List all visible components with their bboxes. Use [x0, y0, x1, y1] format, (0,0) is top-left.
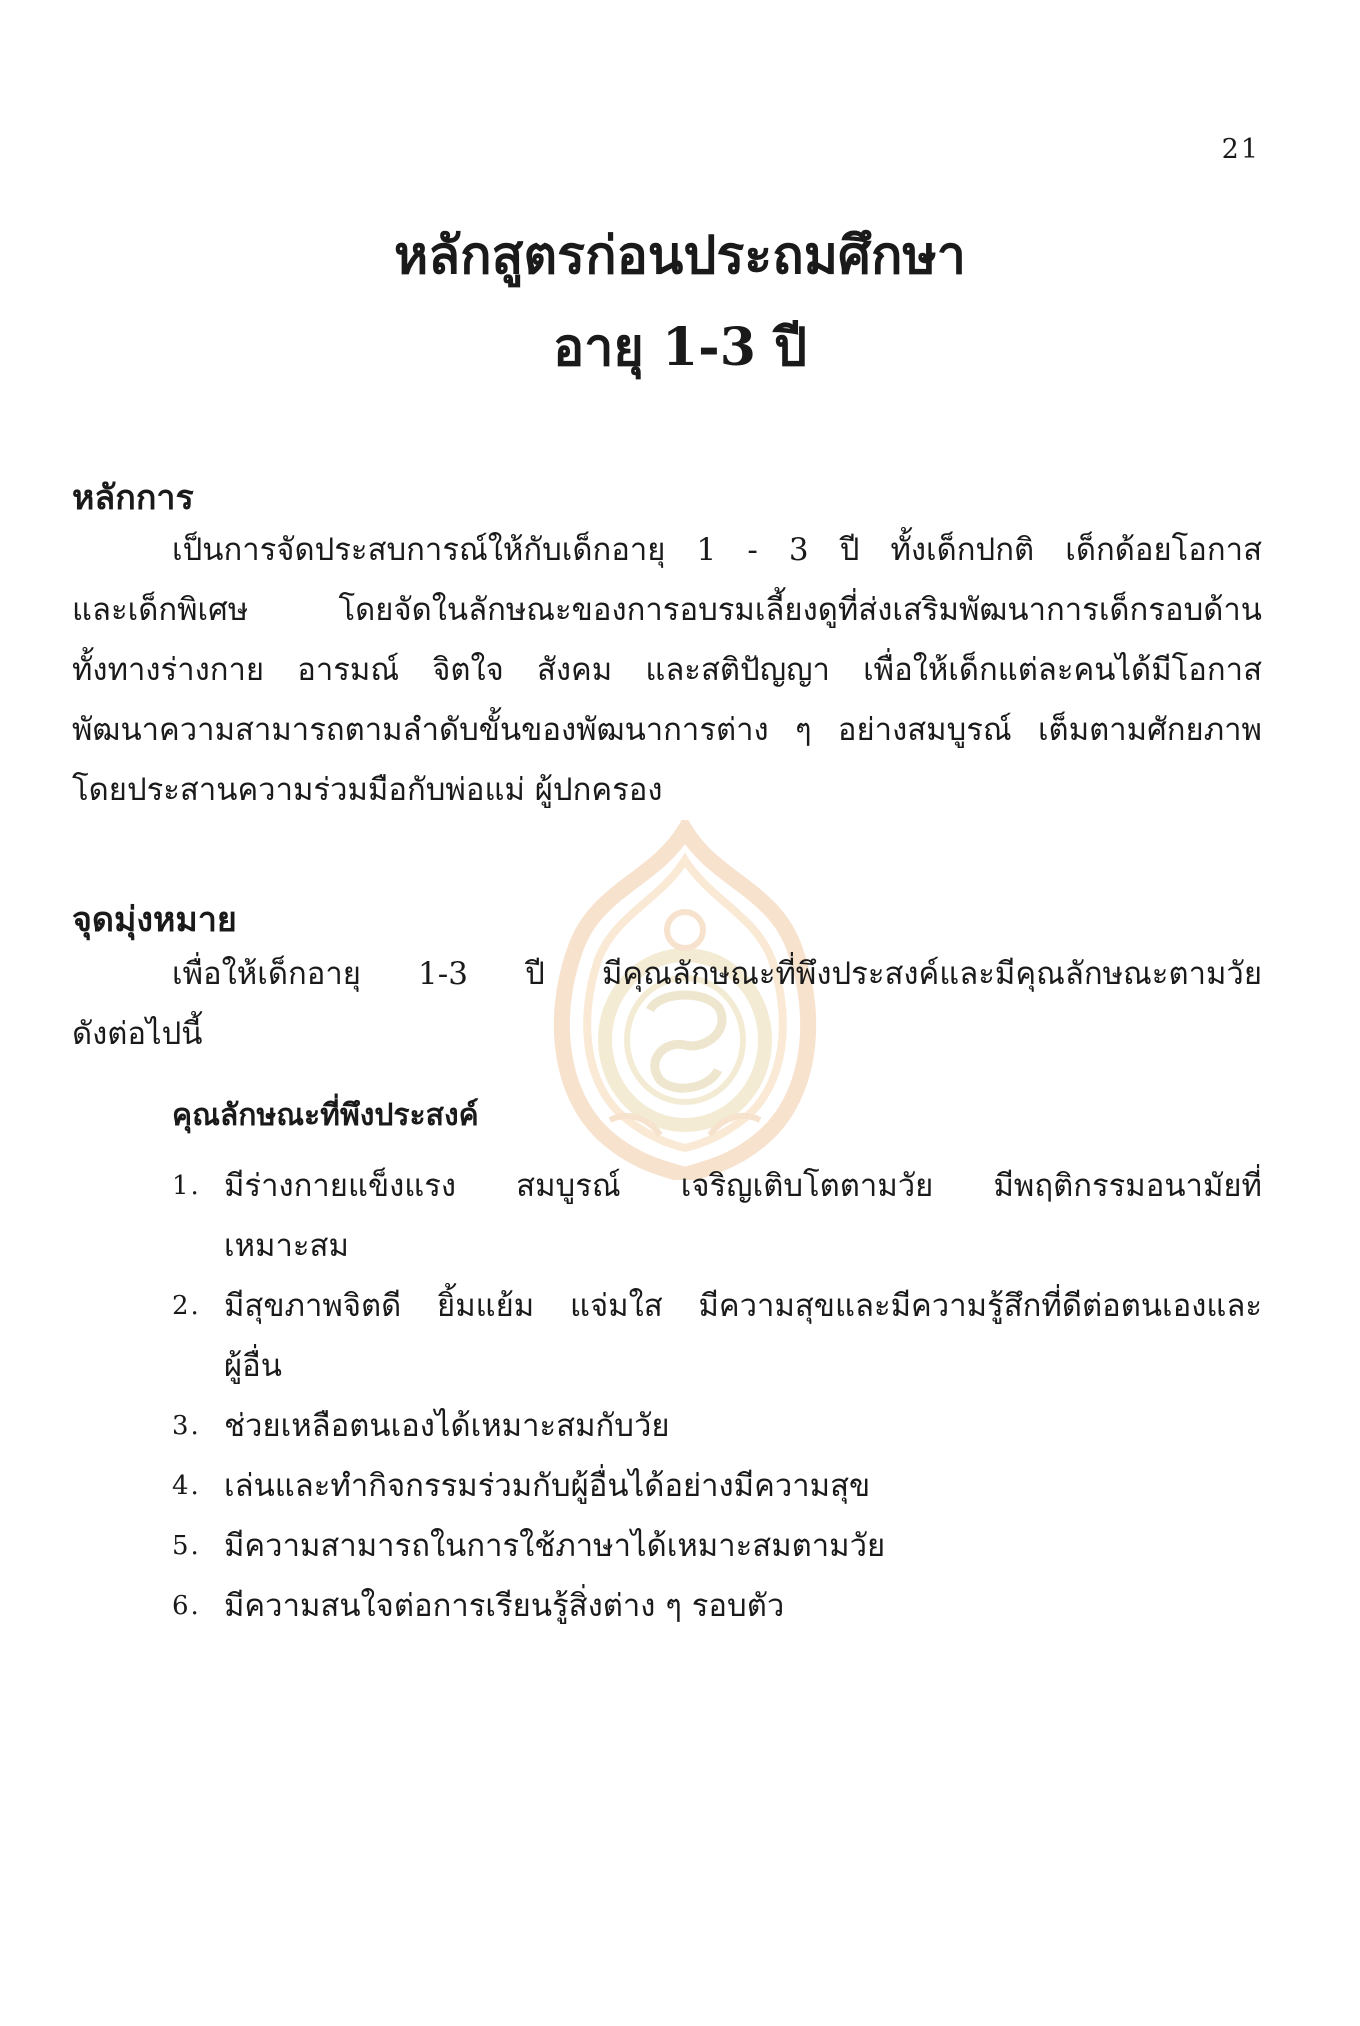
list-item [172, 1276, 1262, 1396]
aims-line: เพื่อให้เด็กอายุ 1-3 ปี มีคุณลักษณะที่พึงประสงค์และมีคุณลักษณะตามวัย [172, 956, 1262, 992]
principles-line: และเด็กพิเศษ โดยจัดในลักษณะของการอบรมเลี้ยงดูที่ส่งเสริมพัฒนาการเด็กรอบด้าน [72, 592, 1262, 628]
principles-heading: หลักการ [72, 478, 194, 518]
list-item [172, 1156, 1262, 1276]
principles-line: ทั้งทางร่างกาย อารมณ์ จิตใจ สังคม และสติปัญญา เพื่อให้เด็กแต่ละคนได้มีโอกาส [72, 652, 1262, 688]
list-item-text: มีสุขภาพจิตดี ยิ้มแย้ม แจ่มใส มีความสุขและมีความรู้สึกที่ดีต่อตนเองและ [224, 1288, 1262, 1324]
list-item-number: 2. [172, 1291, 201, 1321]
list-item-number: 1. [172, 1171, 201, 1201]
list-item-number: 5. [172, 1531, 201, 1561]
list-item-text: มีความสนใจต่อการเรียนรู้สิ่งต่าง ๆ รอบตัว [224, 1588, 785, 1624]
characteristics-list [172, 1156, 1262, 1636]
aims-heading: จุดมุ่งหมาย [72, 900, 237, 940]
list-item-text: มีความสามารถในการใช้ภาษาได้เหมาะสมตามวัย [224, 1528, 886, 1564]
list-item-number: 3. [172, 1411, 201, 1441]
list-item [172, 1576, 1262, 1636]
list-item-text: มีร่างกายแข็งแรง สมบูรณ์ เจริญเติบโตตามวัย มีพฤติกรรมอนามัยที่ [224, 1168, 1262, 1204]
list-item-text: ช่วยเหลือตนเองได้เหมาะสมกับวัย [224, 1408, 670, 1444]
principles-paragraph [72, 520, 1262, 820]
characteristics-heading: คุณลักษณะที่พึงประสงค์ [172, 1098, 479, 1133]
list-item-text: เล่นและทำกิจกรรมร่วมกับผู้อื่นได้อย่างมีความสุข [224, 1468, 871, 1504]
list-item-text: เหมาะสม [224, 1228, 349, 1264]
page-title [0, 210, 1360, 394]
list-item [172, 1396, 1262, 1456]
list-item-number: 4. [172, 1471, 201, 1501]
list-item [172, 1456, 1262, 1516]
list-item-number: 6. [172, 1591, 201, 1621]
list-item [172, 1516, 1262, 1576]
page-title-line-1: หลักสูตรก่อนประถมศึกษา [394, 225, 966, 286]
page-number: 21 [1221, 134, 1260, 165]
principles-line: พัฒนาความสามารถตามลำดับขั้นของพัฒนาการต่าง ๆ อย่างสมบูรณ์ เต็มตามศักยภาพ [72, 712, 1262, 748]
principles-line: โดยประสานความร่วมมือกับพ่อแม่ ผู้ปกครอง [72, 772, 663, 808]
aims-paragraph [72, 944, 1262, 1064]
page-title-line-2: อายุ 1-3 ปี [552, 317, 808, 378]
list-item-text: ผู้อื่น [224, 1348, 282, 1384]
aims-line: ดังต่อไปนี้ [72, 1016, 203, 1052]
principles-line: เป็นการจัดประสบการณ์ให้กับเด็กอายุ 1 - 3 ปี ทั้งเด็กปกติ เด็กด้อยโอกาส [172, 532, 1262, 568]
